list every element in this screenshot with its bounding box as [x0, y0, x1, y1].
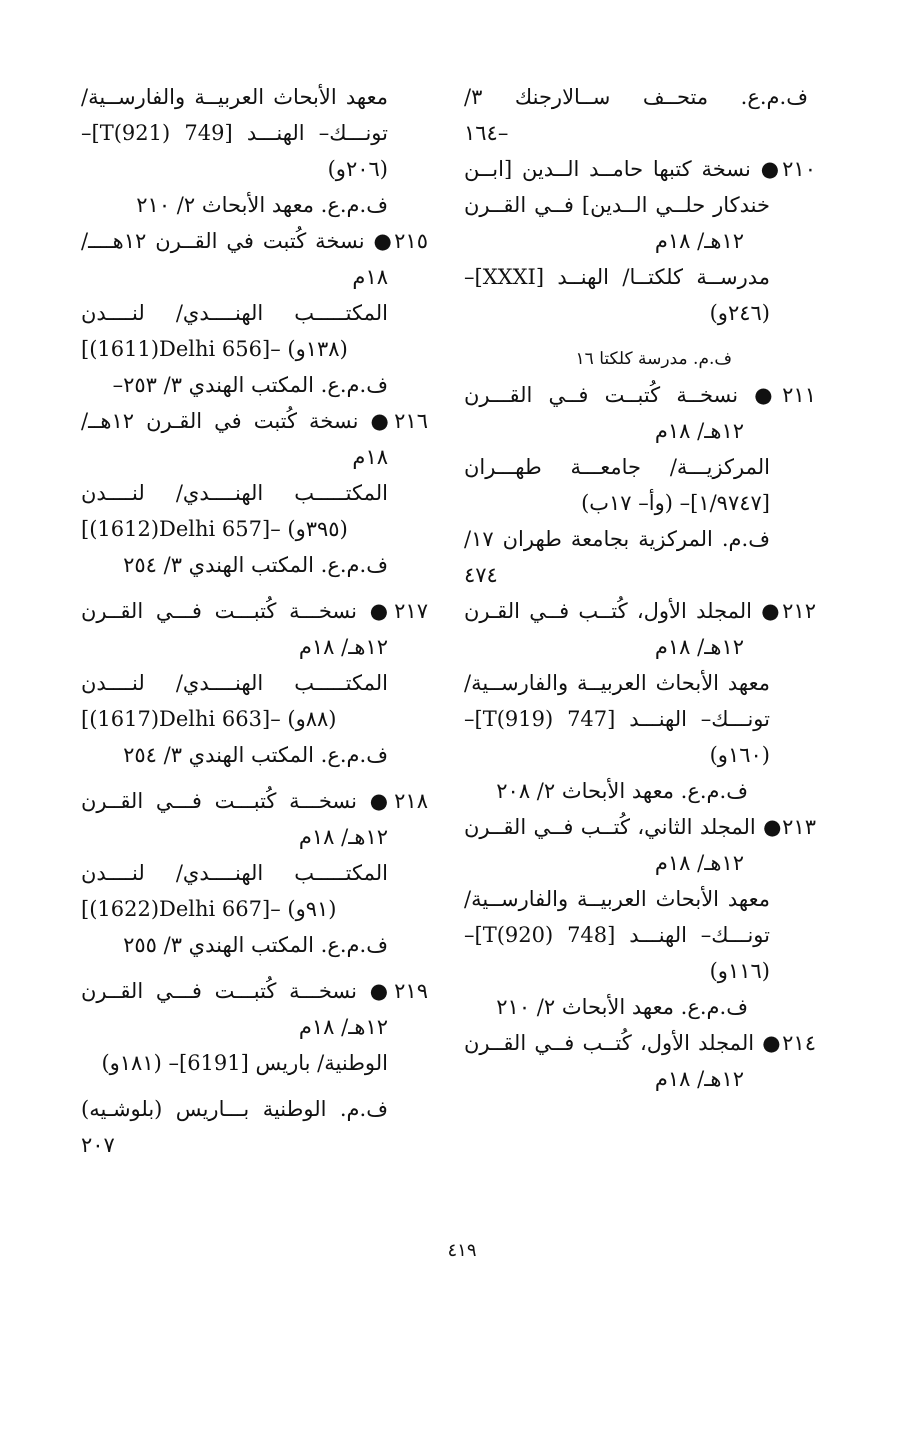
text-line: المكتـــــب الهنــــدي/ لنــــدن	[81, 861, 388, 885]
text-line: [(1612)Delhi 657]– (٣٩٥و)	[81, 517, 348, 541]
text-line: ١٢هـ/ ١٨م	[654, 1067, 744, 1091]
text-line: ف.م. الوطنية بـــاريس (بلوشـيه)	[81, 1097, 388, 1121]
text-line: ٢١٧● نسخـــة كُتبـــت فـــي القــرن	[81, 599, 428, 623]
text-line: ف.م.ع. متحــف ســالارجنك ٣/	[464, 85, 808, 109]
text-line: معهد الأبحاث العربيــة والفارســية/	[464, 887, 770, 911]
text-line: [(1622)Delhi 667]– (٩١و)	[81, 897, 337, 921]
text-line: المركزيـــة/ جامعـــة طهـــران	[464, 455, 770, 479]
text-line: المكتـــــب الهنــــدي/ لنــــدن	[81, 671, 388, 695]
text-line: ٢١١● نسخــة كُتبــت فــي القـــرن	[464, 383, 816, 407]
text-line: ١٢هـ/ ١٨م	[298, 635, 388, 659]
text-line: ٢١٥● نسخة كُتبت في القــرن ١٢هــــ/	[81, 229, 428, 253]
text-line: ١٢هـ/ ١٨م	[654, 635, 744, 659]
text-line: ٤٧٤	[464, 563, 498, 587]
text-line: (٢٠٦و)	[327, 157, 388, 181]
text-line: الوطنية/ باريس [6191]– (١٨١و)	[101, 1051, 388, 1075]
text-line: ف.م.ع. المكتب الهندي ٣/ ٢٥٤	[123, 553, 388, 577]
text-line: ف.م.ع. المكتب الهندي ٣/ ٢٥٣–	[112, 373, 388, 397]
text-line: ٢١٤● المجلد الأول، كُتــب فــي القــرن	[464, 1031, 816, 1055]
text-line: (٢٤٦و)	[709, 301, 770, 325]
text-line: ف.م.ع. معهد الأبحاث ٢/ ٢٠٨	[496, 779, 748, 803]
text-line: معهد الأبحاث العربيــة والفارســية/	[464, 671, 770, 695]
text-line: ٢١٦● نسخة كُتبت في القـرن ١٢هــ/	[81, 409, 428, 433]
text-line: تونـــك– الهنـــد [749 T(921)]–	[81, 121, 388, 145]
text-line: ٢١٣● المجلد الثاني، كُتــب فــي القــرن	[464, 815, 816, 839]
text-line: ١٢هـ/ ١٨م	[298, 1015, 388, 1039]
text-line: تونـــك– الهنـــد [747 T(919)]–	[464, 707, 770, 731]
text-line: معهد الأبحاث العربيــة والفارســية/	[81, 85, 388, 109]
text-line: ف.م.ع. معهد الأبحاث ٢/ ٢١٠	[496, 995, 748, 1019]
text-line: [(1611)Delhi 656]– (١٣٨و)	[81, 337, 348, 361]
text-line: [١/٩٧٤٧]– (وأ– ١٧ب)	[581, 491, 770, 515]
text-line: ١٢هـ/ ١٨م	[654, 851, 744, 875]
text-line: ١٨م	[352, 265, 388, 289]
text-line: ف.م.ع. المكتب الهندي ٣/ ٢٥٥	[123, 933, 388, 957]
page-number: ٤١٩	[447, 1240, 477, 1261]
text-line: ٢١٨● نسخـــة كُتبـــت فـــي القــرن	[81, 789, 428, 813]
text-line: ف.م. مدرسة كلكتا ١٦	[575, 349, 732, 369]
text-line: ٢١٢● المجلد الأول، كُتــب فــي القـرن	[464, 599, 816, 623]
text-line: ف.م. المركزية بجامعة طهران ١٧/	[464, 527, 770, 551]
text-line: (١١٦و)	[709, 959, 770, 983]
text-line: ١٦٤–	[464, 121, 509, 145]
text-line: ٢١٠● نسخة كتبها حامــد الــدين [ابــن	[464, 157, 816, 181]
text-line: ١٢هـ/ ١٨م	[654, 419, 744, 443]
text-line: ٢٠٧	[81, 1133, 115, 1157]
text-line: ٢١٩● نسخـــة كُتبـــت فـــي القــرن	[81, 979, 428, 1003]
text-line: ١٢هـ/ ١٨م	[654, 229, 744, 253]
text-line: ف.م.ع. معهد الأبحاث ٢/ ٢١٠	[136, 193, 388, 217]
text-line: المكتـــــب الهنــــدي/ لنــــدن	[81, 481, 388, 505]
text-line: ١٢هـ/ ١٨م	[298, 825, 388, 849]
text-line: ١٨م	[352, 445, 388, 469]
text-line: المكتـــــب الهنــــدي/ لنــــدن	[81, 301, 388, 325]
text-line: خندكار حلــي الــدين] فــي القــرن	[464, 193, 770, 217]
text-line: [(1617)Delhi 663]– (٨٨و)	[81, 707, 337, 731]
text-line: تونـــك– الهنـــد [748 T(920)]–	[464, 923, 770, 947]
text-line: ف.م.ع. المكتب الهندي ٣/ ٢٥٤	[123, 743, 388, 767]
text-line: (١٦٠و)	[709, 743, 770, 767]
text-line: مدرســة كلكتــا/ الهنــد [XXXI]–	[464, 265, 770, 289]
